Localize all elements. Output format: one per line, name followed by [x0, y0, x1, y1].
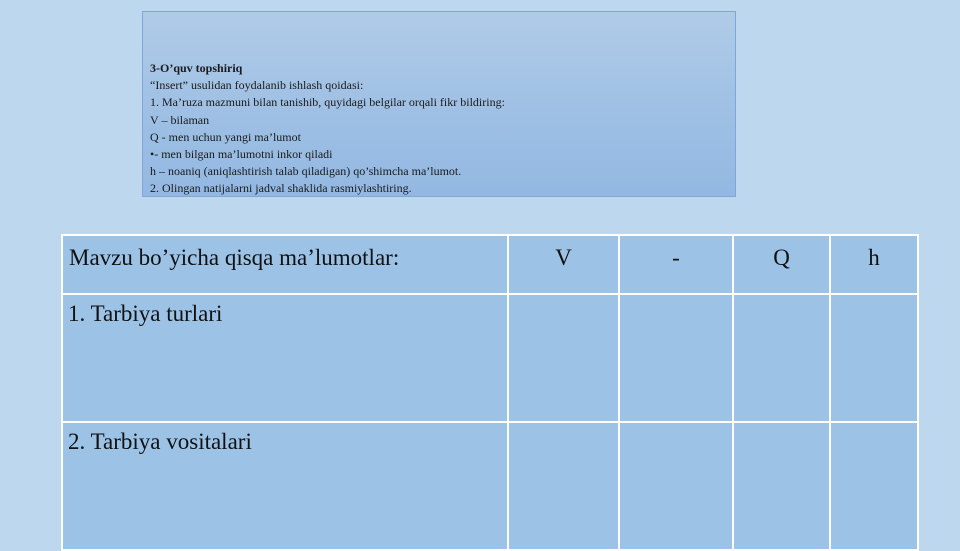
task-step-2: 2. Olingan natijalarni jadval shaklida rasmiylashtiring. [150, 181, 412, 196]
cell-v[interactable] [508, 422, 619, 550]
task-instructions-text [150, 60, 505, 198]
insert-table [61, 234, 919, 551]
cell-q[interactable] [733, 422, 830, 550]
cell-minus[interactable] [619, 422, 733, 550]
legend-v: V – bilaman [150, 112, 210, 127]
header-minus: - [619, 235, 733, 294]
header-h: h [830, 235, 918, 294]
task-instructions-box [142, 11, 736, 197]
cell-minus[interactable] [619, 294, 733, 422]
legend-h: h – noaniq (aniqlashtirish talab qiladigan) qo’shimcha ma’lumot. [150, 164, 462, 179]
table-header-row [62, 235, 918, 294]
header-q: Q [733, 235, 830, 294]
cell-h[interactable] [830, 422, 918, 550]
cell-h[interactable] [830, 294, 918, 422]
task-title: 3-O’quv topshiriq [150, 61, 243, 75]
header-v: V [508, 235, 619, 294]
row-label-tarbiya-vositalari: 2. Tarbiya vositalari [62, 422, 508, 550]
task-rule-heading: “Insert” usulidan foydalanib ishlash qoidasi: [150, 78, 364, 93]
cell-q[interactable] [733, 294, 830, 422]
legend-q: Q - men uchun yangi ma’lumot [150, 129, 301, 144]
row-label-tarbiya-turlari: 1. Tarbiya turlari [62, 294, 508, 422]
task-step-1: 1. Ma’ruza mazmuni bilan tanishib, quyidagi belgilar orqali fikr bildiring: [150, 95, 505, 110]
table-row [62, 422, 918, 550]
header-topic: Mavzu bo’yicha qisqa ma’lumotlar: [62, 235, 508, 294]
legend-minus: •- men bilgan ma’lumotni inkor qiladi [150, 147, 333, 162]
cell-v[interactable] [508, 294, 619, 422]
table-row [62, 294, 918, 422]
